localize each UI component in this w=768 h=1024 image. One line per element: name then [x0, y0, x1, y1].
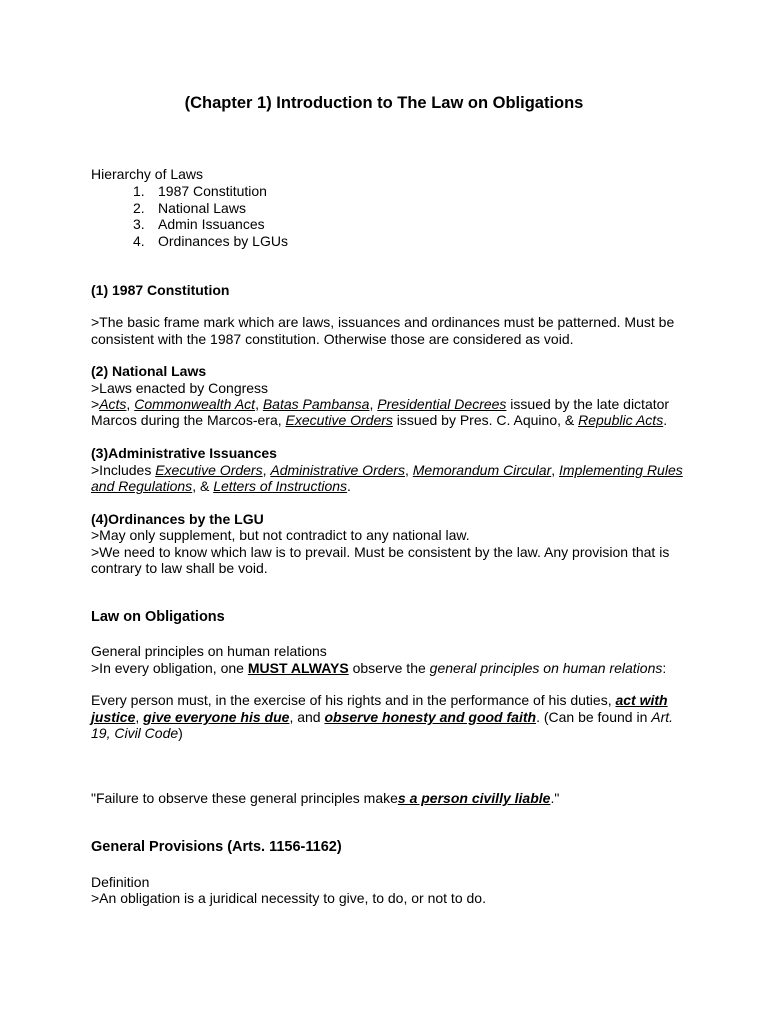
- section-4-line-2: >We need to know which law is to prevail. Must be consistent by the law. Any provision that is: [91, 544, 670, 560]
- art19-line-3: 19, Civil Code): [91, 725, 183, 741]
- definition-line: >An obligation is a juridical necessity to give, to do, or not to do.: [91, 890, 486, 906]
- link-executive-orders: Executive Orders: [285, 412, 393, 428]
- section-2-line-3: Marcos during the Marcos-era, Executive Orders issued by Pres. C. Aquino, & Republic Acts.: [91, 412, 668, 428]
- definition-subheading: Definition: [91, 874, 150, 890]
- list-item: 1. 1987 Constitution: [133, 183, 267, 199]
- link-commonwealth-act: Commonwealth Act: [134, 396, 256, 412]
- section-4-heading: (4)Ordinances by the LGU: [91, 511, 264, 527]
- art19-line-1: Every person must, in the exercise of his rights and in the performance of his duties, act with: [91, 692, 668, 708]
- hierarchy-heading: Hierarchy of Laws: [91, 166, 204, 182]
- general-principles-subheading: General principles on human relations: [91, 643, 327, 659]
- civil-liability-quote: "Failure to observe these general principles makes a person civilly liable.": [91, 790, 560, 806]
- obligation-line: >In every obligation, one MUST ALWAYS observe the general principles on human relations:: [91, 660, 667, 676]
- section-2-line-2: >Acts, Commonwealth Act, Batas Pambansa, Presidential Decrees issued by the late dictator: [91, 396, 670, 412]
- section-2-line-1: >Laws enacted by Congress: [91, 380, 269, 396]
- page-title: (Chapter 1) Introduction to The Law on Obligations: [184, 94, 584, 112]
- link-republic-acts: Republic Acts: [578, 412, 664, 428]
- section-3-line-1: >Includes Executive Orders, Administrative Orders, Memorandum Circular, Implementing Rules: [91, 462, 683, 478]
- section-1-heading: (1) 1987 Constitution: [91, 282, 230, 298]
- list-item: 3. Admin Issuances: [133, 216, 265, 232]
- list-item: 4. Ordinances by LGUs: [133, 232, 288, 249]
- law-on-obligations-heading: Law on Obligations: [91, 609, 225, 625]
- link-presidential-decrees: Presidential Decrees: [377, 396, 507, 412]
- section-2-heading: (2) National Laws: [91, 363, 207, 379]
- art19-line-2: justice, give everyone his due, and observe honesty and good faith. (Can be found in Art.: [91, 709, 674, 725]
- section-3-line-2: and Regulations, & Letters of Instructions.: [91, 478, 351, 494]
- section-4-line-1: >May only supplement, but not contradict to any national law.: [91, 527, 470, 543]
- list-item: 2. National Laws: [133, 199, 246, 216]
- section-4-line-3: contrary to law shall be void.: [91, 560, 268, 576]
- section-1-line-1: >The basic frame mark which are laws, issuances and ordinances must be patterned. Must be: [91, 314, 675, 330]
- section-3-heading: (3)Administrative Issuances: [91, 445, 277, 461]
- section-1-line-2: consistent with the 1987 constitution. Otherwise those are considered as void.: [91, 331, 574, 347]
- general-provisions-heading: General Provisions (Arts. 1156-1162): [91, 839, 342, 855]
- link-acts: Acts: [99, 396, 127, 412]
- hierarchy-list: [133, 183, 288, 249]
- link-batas-pambansa: Batas Pambansa: [262, 396, 370, 412]
